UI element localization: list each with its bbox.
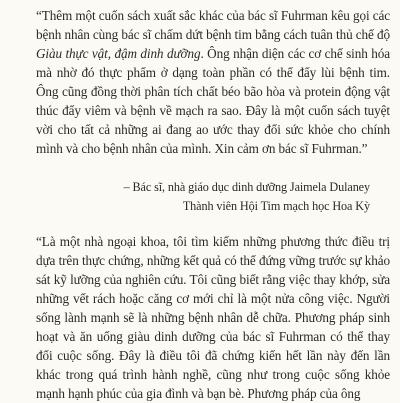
endorsement-quote-1 [36, 6, 390, 158]
quote-1-diet-name: Giàu thực vật, đậm dinh dưỡng [36, 46, 201, 61]
quote-1-text-part-1: “Thêm một cuốn sách xuất sắc khác của bác sĩ Fuhrman kêu gọi các bệnh nhân cùng bác sĩ chấm dứt bệnh tim bằng cách tuân thủ chế độ [36, 8, 390, 42]
endorsement-quote-2: “Là một nhà ngoại khoa, tôi tìm kiếm những phương thức điều trị dựa trên thực chứng, những kết quả có thể đứng vững trước sự khảo sát kỹ lưỡng của nghiên cứu. Tôi cũng biết rằng việc thay khớp, sửa những vết rách hoặc căng cơ mới chỉ là một nửa công việc. Người sống lành mạnh sẽ là những bệnh nhân dễ chữa. Phương pháp sinh hoạt và ăn uống giàu dinh dưỡng của bác sĩ Fuhrman có thể thay đổi cuộc sống. Đây là điều tôi đã chứng kiến hết lần này đến lần khác trong quá trình hành nghề, cũng như trong cuộc sống khỏe mạnh hạnh phúc của gia đình và bạn bè. Phương pháp của ông [36, 234, 390, 401]
endorsement-1-affiliation: Thành viên Hội Tim mạch học Hoa Kỳ [182, 199, 370, 213]
endorsement-1-author: – Bác sĩ, nhà giáo dục dinh dưỡng Jaimela Dulaney [123, 180, 370, 194]
quote-1-text-part-2: . Ông nhận diện các cơ chế sinh hóa mà nhờ đó thực phẩm ở dạng toàn phần có thể đẩy lùi bệnh tim. Ông cũng đồng thời phân tích chất béo bão hòa và protein động vật thúc đẩy viêm và bệnh về mạch ra sao. Đây là một cuốn sách tuyệt vời cho tất cả những ai đang ao ước thay đổi sức khỏe cho chính mình và cho bệnh nhân của mình. Xin cảm ơn bác sĩ Fuhrman.” [36, 46, 390, 156]
